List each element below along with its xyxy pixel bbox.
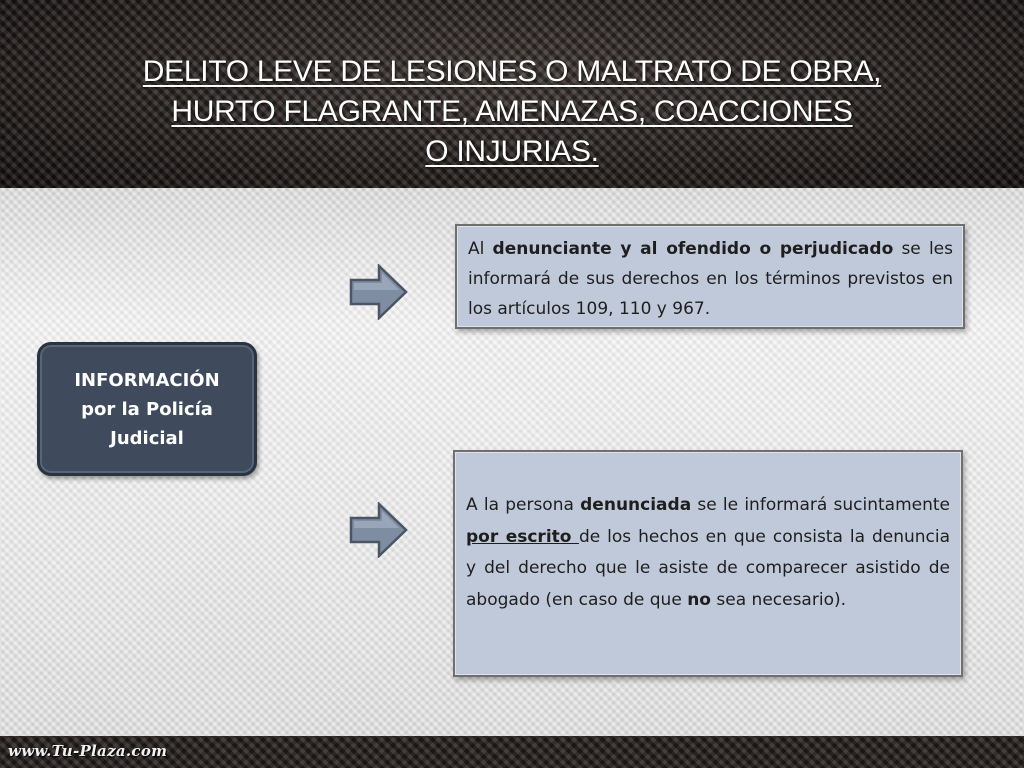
panel-1-text-2: se les informará de sus derechos en los términos previstos en los artículos 109, 110 y 967. <box>468 239 953 319</box>
footer-band <box>0 736 1024 768</box>
title-line-1: DELITO LEVE DE LESIONES O MALTRATO DE OBRA, <box>142 55 882 88</box>
panel-2-text-4: sea necesario). <box>711 589 847 610</box>
panel-2-text-2: se le informará sucintamente <box>691 495 950 515</box>
footer-brand-logo: www.Tu-Plaza.com <box>8 742 168 760</box>
slide-title <box>60 52 964 172</box>
info-box-policia-judicial <box>37 342 257 476</box>
panel-2-bold-3: no <box>687 589 711 610</box>
title-line-3: O INJURIAS. <box>425 135 599 168</box>
panel-2-bold-1: denunciada <box>580 495 692 515</box>
right-arrow-icon <box>349 502 409 558</box>
title-line-2: HURTO FLAGRANTE, AMENAZAS, COACCIONES <box>171 95 853 128</box>
panel-denunciado-info <box>453 450 963 677</box>
panel-2-text-3: de los hechos en que consista la denuncia y del derecho que le asiste de comparecer asistido de abogado (en caso de que <box>466 526 951 610</box>
panel-1-bold-1: denunciante y al ofendido o perjudicado <box>492 239 894 259</box>
info-box-line-2: por la Policía <box>81 398 213 420</box>
panel-1-text-1: Al <box>468 239 493 259</box>
info-box-line-1: INFORMACIÓN <box>74 369 220 391</box>
right-arrow-icon <box>349 264 409 320</box>
panel-2-text-1: A la persona <box>466 495 581 515</box>
panel-denunciante-info <box>455 224 965 329</box>
panel-2-bold-underlined: por escrito <box>466 526 579 547</box>
info-box-line-3: Judicial <box>110 427 184 449</box>
